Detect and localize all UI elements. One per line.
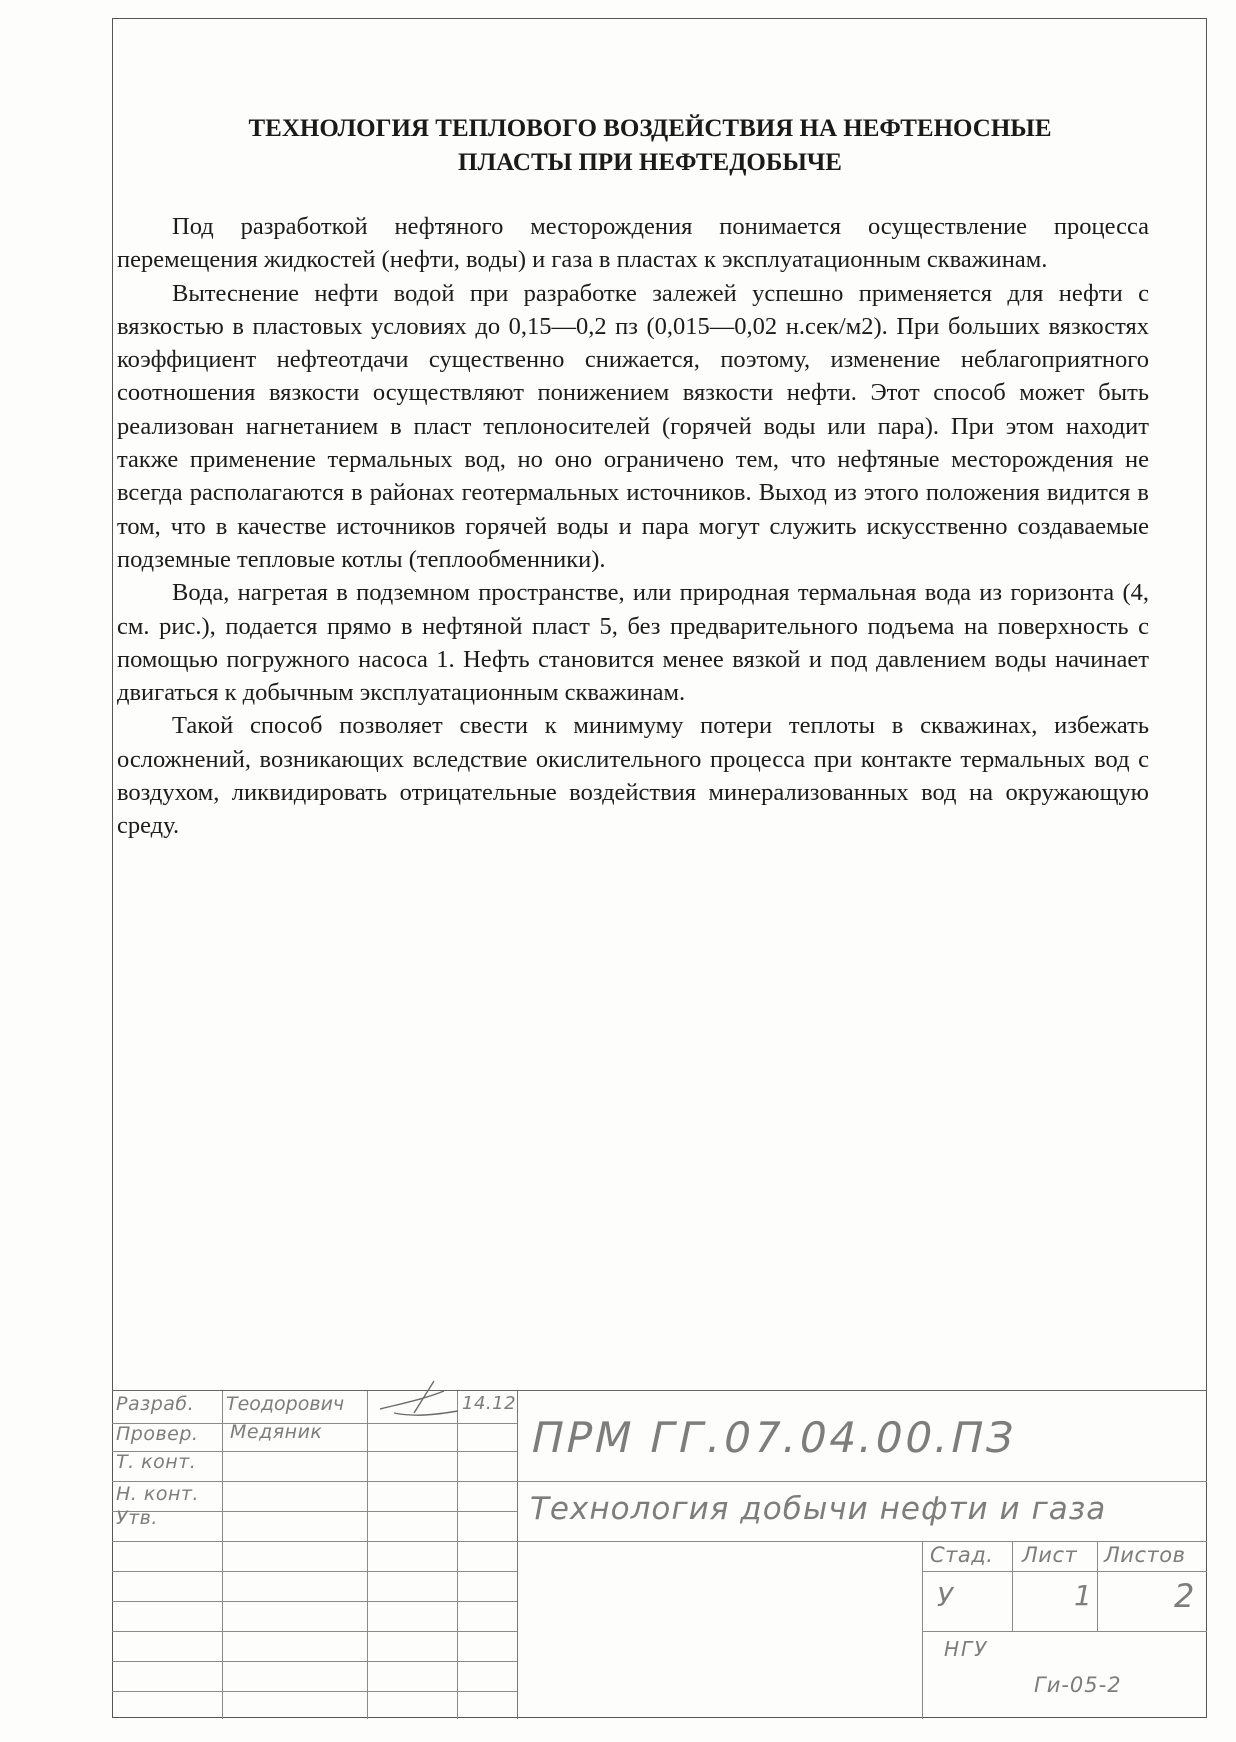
label-approved: Утв. [116,1507,158,1529]
grid-line [922,1631,1207,1632]
paragraph: Вода, нагретая в подземном пространстве, или природная термальная вода из горизонта (4, см. рис.), подается прямо в нефтяной пласт 5, без предварительного подъема на поверхность с помощью погружного насоса 1. Нефть становится менее вязкой и под давлением воды начинает двигаться к добычным эксплуатационным скважинам. [117,579,1149,707]
title-line-1: ТЕХНОЛОГИЯ ТЕПЛОВОГО ВОЗДЕЙСТВИЯ НА НЕФТЕНОСНЫЕ [248,115,1052,142]
document-body [117,210,1149,843]
document-title [150,112,1150,180]
label-developed: Разраб. [116,1393,195,1415]
grid-line [1012,1541,1013,1631]
label-norm-control: Н. конт. [116,1483,199,1505]
sheet-header: Лист [1022,1543,1078,1567]
grid-line [517,1481,1207,1482]
title-line-2: ПЛАСТЫ ПРИ НЕФТЕДОБЫЧЕ [458,149,842,176]
signature-mark [374,1373,464,1423]
label-tech-control: Т. конт. [116,1451,197,1473]
label-checked: Провер. [116,1423,199,1445]
grid-line [367,1391,368,1719]
title-block [112,1390,1207,1719]
grid-line [922,1571,1207,1572]
stage-value: У [937,1583,953,1613]
organization: НГУ [944,1637,989,1661]
grid-line [222,1391,223,1719]
grid-line [1097,1541,1098,1631]
grid-line [517,1391,518,1719]
checker-name: Медяник [230,1421,323,1443]
grid-line [517,1541,1207,1542]
developer-name: Теодорович [226,1393,345,1415]
sheets-header: Листов [1104,1543,1186,1567]
paragraph: Такой способ позволяет свести к минимуму потери теплоты в скважинах, избежать осложнений, возникающих вследствие окислительного процесса при контакте термальных вод с воздухом, ликвидировать отрицательные воздействия минерализованных вод на окружающую среду. [117,712,1149,840]
paragraph: Под разработкой нефтяного месторождения понимается осуществление процесса перемещения жидкостей (нефти, воды) и газа в пластах к эксплуатационным скважинам. [117,213,1149,274]
grid-line [457,1391,458,1719]
document-designation: ПРМ ГГ.07.04.00.ПЗ [526,1413,1022,1462]
group-code: Ги-05-2 [1034,1673,1122,1697]
sheet-value: 1 [1074,1579,1092,1612]
document-name: Технология добычи нефти и газа [530,1491,1107,1527]
developed-date: 14.12 [462,1393,517,1414]
stage-header: Стад. [930,1543,994,1567]
sheets-value: 2 [1174,1577,1195,1615]
grid-line [922,1541,923,1719]
paragraph: Вытеснение нефти водой при разработке залежей успешно применяется для нефти с вязкостью в пластовых условиях до 0,15—0,2 пз (0,015—0,02 н.сек/м2). При больших вязкостях коэффициент нефтеотдачи существенно снижается, поэтому, изменение неблагоприятного соотношения вязкости осуществляют понижением вязкости нефти. Этот способ может быть реализован нагнетанием в пласт теплоносителей (горячей воды или пара). При этом находит также применение термальных вод, но оно ограничено тем, что нефтяные месторождения не всегда располагаются в районах геотермальных источников. Выход из этого положения видится в том, что в качестве источников горячей воды и пара могут служить искусственно создаваемые подземные тепловые котлы (теплообменники). [117,279,1149,573]
